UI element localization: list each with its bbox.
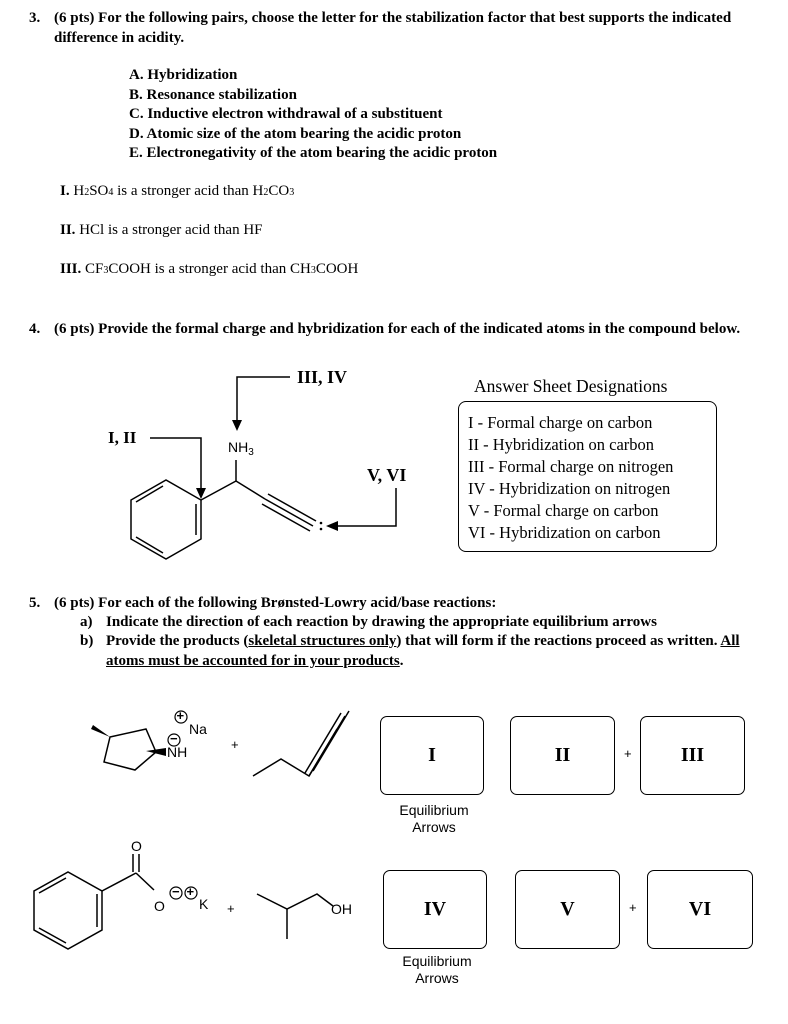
q4-label-top: III, IV: [297, 367, 348, 387]
pair-2-text: HCl is a stronger acid than HF: [79, 222, 263, 238]
q3-text: (6 pts) For the following pairs, choose the letter for the stabilization factor that best supports the indicated difference in acidity.: [54, 10, 732, 46]
na-plus-sign: +: [176, 708, 185, 723]
reaction2-plus-products: +: [629, 900, 637, 915]
designation-5: V - Formal charge on carbon: [468, 501, 659, 520]
pair-1-text-g: CO: [268, 183, 290, 199]
pair-2-number: II.: [60, 222, 76, 238]
designation-3: III - Formal charge on nitrogen: [468, 457, 674, 476]
answer-sheet-title: Answer Sheet Designations: [474, 376, 668, 396]
pair-1-sub-h: 3: [289, 187, 295, 198]
part-a-letter: a): [80, 614, 93, 630]
isobutanol-chain: [257, 894, 333, 909]
q3-number: 3.: [29, 10, 41, 26]
q5-number: 5.: [29, 595, 41, 611]
pair-1-text-e: is a stronger acid than H: [113, 183, 264, 199]
q4-number: 4.: [29, 321, 41, 337]
sodium-label: Na: [189, 721, 207, 737]
reaction2-equilibrium-label: [377, 953, 497, 987]
pair-3-text-c: COOH is a stronger acid than CH: [108, 261, 311, 277]
pair-1-text-c: SO: [89, 183, 109, 199]
part-b-text3: .: [399, 653, 404, 669]
answer-box-I[interactable]: I: [380, 716, 484, 795]
nh-label: NH: [167, 744, 188, 760]
answer-box-II[interactable]: II: [510, 716, 615, 795]
hydroxyl-label: OH: [331, 901, 352, 917]
o-minus-sign: −: [172, 884, 180, 899]
bond-ring-carbonyl: [102, 873, 136, 891]
arrows-word-2: Arrows: [415, 970, 459, 986]
q4-label-left: I, II: [108, 428, 137, 447]
designation-1: I - Formal charge on carbon: [468, 413, 653, 432]
answer-box-III[interactable]: III: [640, 716, 745, 795]
nh-minus-sign: −: [170, 731, 178, 746]
carbonyl-o-label: O: [131, 838, 142, 854]
answer-box-IV[interactable]: IV: [383, 870, 487, 949]
q4-text: (6 pts) Provide the formal charge and hybridization for each of the indicated atoms in the compound below.: [54, 321, 741, 337]
reaction1-plus-reactants: +: [231, 737, 239, 752]
bond-carbonyl-o: [136, 873, 154, 890]
pair-3-sub-b: 3: [103, 265, 109, 276]
part-b-text2: ) that will form if the reactions proceed as written.: [396, 633, 721, 649]
nh3-sub: 3: [248, 447, 254, 458]
potassium-label: K: [199, 896, 209, 912]
q3-option-d: D. Atomic size of the atom bearing the acidic proton: [129, 125, 462, 142]
reaction2-plus-reactants: +: [227, 901, 235, 916]
pair-1-text-a: H: [73, 183, 85, 199]
designation-6: VI - Hybridization on carbon: [468, 523, 661, 542]
designation-4: IV - Hybridization on nitrogen: [468, 479, 671, 498]
pair-1-sub-d: 4: [108, 187, 114, 198]
q4-label-right: V, VI: [367, 465, 407, 485]
answer-box-V[interactable]: V: [515, 870, 620, 949]
part-a-text: Indicate the direction of each reaction by drawing the appropriate equilibrium arrows: [106, 614, 657, 630]
pair-3-number: III.: [60, 261, 82, 277]
q3-option-e: E. Electronegativity of the atom bearing the acidic proton: [129, 145, 498, 162]
benzoate-ring: [34, 872, 102, 949]
equilibrium-word-1: Equilibrium: [399, 802, 469, 818]
k-plus-sign: +: [186, 884, 195, 899]
pair-1-sub-b: 2: [84, 187, 90, 198]
pair-3-sub-d: 3: [310, 265, 316, 276]
designation-2: II - Hybridization on carbon: [468, 435, 655, 454]
part-b-underline-2: All atoms must be accounted for in your products: [106, 633, 740, 669]
arrows-word-1: Arrows: [412, 819, 456, 835]
reaction1-plus-products: +: [624, 746, 632, 761]
part-b-letter: b): [80, 633, 94, 649]
pair-1-sub-f: 2: [263, 187, 269, 198]
part-b-text1: Provide the products (: [106, 633, 249, 649]
pair-3-text-e: COOH: [315, 261, 359, 277]
pair-3-text-a: CF: [85, 261, 104, 277]
q3-option-a: A. Hybridization: [129, 67, 238, 83]
q3-option-b: B. Resonance stabilization: [129, 86, 297, 103]
nh3-main: NH: [228, 439, 249, 455]
carboxylate-o-label: O: [154, 898, 165, 914]
equilibrium-word-2: Equilibrium: [402, 953, 472, 969]
answer-box-VI[interactable]: VI: [647, 870, 753, 949]
q3-option-c: C. Inductive electron withdrawal of a substituent: [129, 106, 443, 123]
pair-1-number: I.: [60, 183, 70, 199]
q5-text: (6 pts) For each of the following Brønsted-Lowry acid/base reactions:: [54, 595, 497, 611]
part-b-underline-1: skeletal structures only: [248, 633, 397, 649]
